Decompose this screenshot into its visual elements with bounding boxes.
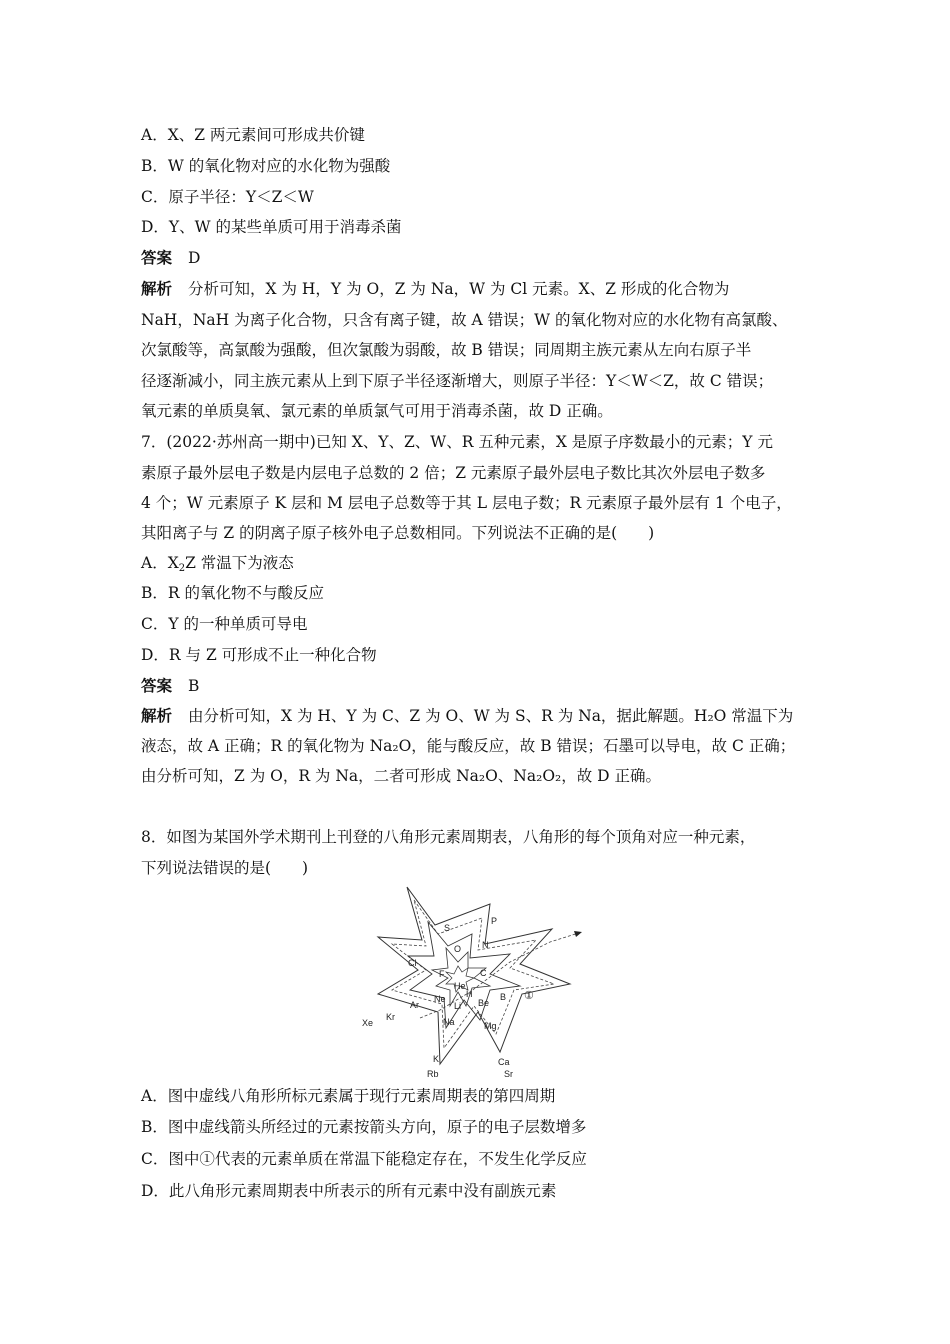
element-label: Ca xyxy=(498,1057,510,1067)
octagonal-periodic-table-diagram xyxy=(360,882,590,1082)
q8-option-c: C．图中①代表的元素单质在常温下能稳定存在，不发生化学反应 xyxy=(141,1150,587,1168)
element-label: N xyxy=(482,940,489,950)
q8-option-a: A．图中虚线八角形所标元素属于现行元素周期表的第四周期 xyxy=(141,1087,556,1105)
element-label: Na xyxy=(443,1017,455,1027)
element-label: H xyxy=(466,989,473,999)
q6-option-c: C．原子半径：Y＜Z＜W xyxy=(141,188,314,206)
q8-option-b: B．图中虚线箭头所经过的元素按箭头方向，原子的电子层数增多 xyxy=(141,1118,587,1136)
marker-circled-one: ① xyxy=(524,990,534,1002)
q7-option-a: A．$X_2Z$ 常温下为液态 xyxy=(141,554,294,574)
element-label: B xyxy=(500,992,507,1002)
q6-option-a: A．X、Z 两元素间可形成共价键 xyxy=(141,126,365,144)
outer-star-outline xyxy=(378,887,570,1064)
q6-answer xyxy=(141,247,200,269)
q7-option-d: D．R 与 Z 可形成不止一种化合物 xyxy=(141,646,377,664)
q7-stem-line: 7．(2022·苏州高一期中)已知 X、Y、Z、W、R 五种元素，X 是原子序数最小的元素；Y 元 xyxy=(141,433,773,451)
answer-label: 答案 xyxy=(141,676,173,695)
q6-analysis-line: 次氯酸等，高氯酸为强酸，但次氯酸为弱酸，故 B 错误；同周期主族元素从左向右原子半 xyxy=(141,341,752,359)
q7-analysis-line: 由分析可知，Z 为 O，R 为 Na，二者可形成 Na₂O、Na₂O₂，故 D 正确。 xyxy=(141,767,662,785)
analysis-text: 由分析可知，X 为 H、Y 为 C、Z 为 O、W 为 S、R 为 Na，据此解题。H₂O 常温下为 xyxy=(188,707,794,725)
element-label: Rb xyxy=(427,1069,439,1079)
dashed-star-outline xyxy=(392,900,554,1048)
element-label: S xyxy=(444,923,451,933)
q7-option-b: B．R 的氧化物不与酸反应 xyxy=(141,584,324,602)
q8-stem-line: 8．如图为某国外学术期刊上刊登的八角形元素周期表，八角形的每个顶角对应一种元素， xyxy=(141,828,756,846)
q7-analysis-line: 液态，故 A 正确；R 的氧化物为 Na₂O，能与酸反应，故 B 错误；石墨可以导电，故 C 正确； xyxy=(141,737,796,755)
q7-stem-line: 其阳离子与 Z 的阴离子原子核外电子总数相同。下列说法不正确的是( ) xyxy=(141,524,655,542)
q6-analysis-line: 径逐渐减小，同主族元素从上到下原子半径逐渐增大，则原子半径：Y＜W＜Z，故 C 错误； xyxy=(141,372,774,390)
q7-stem-line: 4 个；W 元素原子 K 层和 M 层电子总数等于其 L 层电子数；R 元素原子最外层有 1 个电子， xyxy=(141,494,792,512)
analysis-label: 解析 xyxy=(141,279,173,298)
q6-analysis-line: NaH，NaH 为离子化合物，只含有离子键，故 A 错误；W 的氧化物对应的水化物有高氯酸、 xyxy=(141,311,788,329)
element-label: F xyxy=(439,969,445,979)
element-label: C xyxy=(480,968,487,978)
q7-analysis-line xyxy=(141,705,793,727)
arrow-head-icon xyxy=(574,931,582,937)
element-label: K xyxy=(433,1054,440,1064)
q6-option-d: D．Y、W 的某些单质可用于消毒杀菌 xyxy=(141,218,402,236)
element-label: O xyxy=(454,944,462,954)
analysis-label: 解析 xyxy=(141,706,173,725)
analysis-text: 分析可知，X 为 H，Y 为 O，Z 为 Na，W 为 Cl 元素。X、Z 形成的化合物为 xyxy=(188,280,730,298)
element-label: Ne xyxy=(434,994,446,1004)
q7-stem-line: 素原子最外层电子数是内层电子总数的 2 倍；Z 元素原子最外层电子数比其次外层电子数多 xyxy=(141,464,766,482)
element-label: Mg xyxy=(484,1021,497,1031)
element-label: Ar xyxy=(410,1000,419,1010)
q6-analysis-line: 氧元素的单质臭氧、氯元素的单质氯气可用于消毒杀菌，故 D 正确。 xyxy=(141,402,613,420)
element-label: He xyxy=(454,981,466,991)
q6-option-b: B．W 的氧化物对应的水化物为强酸 xyxy=(141,157,391,175)
element-label: Cl xyxy=(408,958,417,968)
element-label: Be xyxy=(478,998,490,1008)
q8-stem-line: 下列说法错误的是( ) xyxy=(141,859,309,877)
answer-value: D xyxy=(188,249,201,267)
q7-answer xyxy=(141,675,199,697)
q6-analysis-line xyxy=(141,278,729,300)
q7-option-c: C．Y 的一种单质可导电 xyxy=(141,615,308,633)
answer-label: 答案 xyxy=(141,248,173,267)
element-label: Sr xyxy=(504,1069,513,1079)
element-label: Xe xyxy=(362,1018,374,1028)
answer-value: B xyxy=(188,677,200,695)
middle-star-outline xyxy=(408,922,520,1028)
element-label: P xyxy=(491,916,498,926)
element-label: Li xyxy=(454,1001,462,1011)
q8-option-d: D．此八角形元素周期表中所表示的所有元素中没有副族元素 xyxy=(141,1182,557,1200)
element-label: Kr xyxy=(386,1012,395,1022)
